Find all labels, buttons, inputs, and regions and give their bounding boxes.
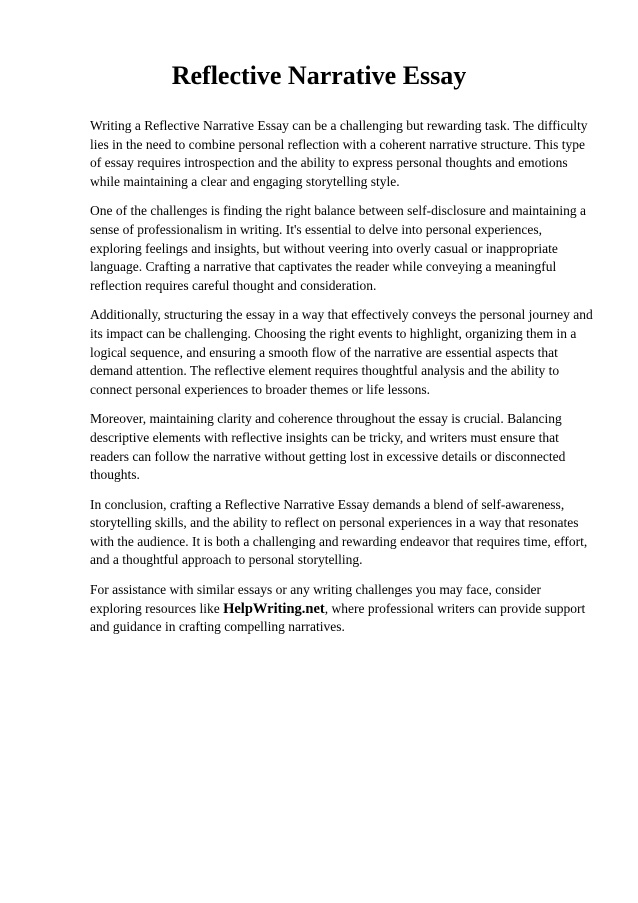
assistance-text-before: For assistance with similar essays or any writing challenges you may face, consider exploring resources like (90, 582, 542, 616)
helpwriting-link[interactable]: HelpWriting.net (223, 600, 325, 617)
document-body (90, 117, 594, 648)
paragraph-conclusion: In conclusion, crafting a Reflective Narrative Essay demands a blend of self-awareness, storytelling skills, and the ability to reflect on personal experiences in a way that resonates with the audience. It is both a challenging and rewarding endeavor that requires time, effort, and a thoughtful approach to personal storytelling. (90, 496, 588, 568)
paragraph-intro: Writing a Reflective Narrative Essay can be a challenging but rewarding task. The difficulty lies in the need to combine personal reflection with a coherent narrative structure. This type of essay requires introspection and the ability to express personal thoughts and emotions while maintaining a clear and engaging storytelling style. (90, 118, 588, 189)
page-title: Reflective Narrative Essay (171, 61, 467, 90)
paragraph-structure: Additionally, structuring the essay in a way that effectively conveys the personal journey and its impact can be challenging. Choosing the right events to highlight, organizing them in a logical sequence, and ensuring a smooth flow of the narrative are essential aspects that demand attention. The reflective element requires thoughtful analysis and the ability to connect personal experiences to broader themes or life lessons. (90, 307, 593, 397)
paragraph-assistance (90, 581, 594, 637)
paragraph-clarity: Moreover, maintaining clarity and coherence throughout the essay is crucial. Balancing descriptive elements with reflective insights can be tricky, and writers must ensure that readers can follow the narrative without getting lost in excessive details or disconnected thoughts. (90, 411, 566, 483)
paragraph-challenges: One of the challenges is finding the right balance between self-disclosure and maintaining a sense of professionalism in writing. It's essential to delve into personal experiences, exploring feelings and insights, but without veering into overly casual or inappropriate language. Crafting a narrative that captivates the reader while conveying a meaningful reflection requires careful thought and consideration. (90, 203, 586, 293)
assistance-text-after: , where professional writers can provide support and guidance in crafting compelling narratives. (90, 600, 586, 635)
